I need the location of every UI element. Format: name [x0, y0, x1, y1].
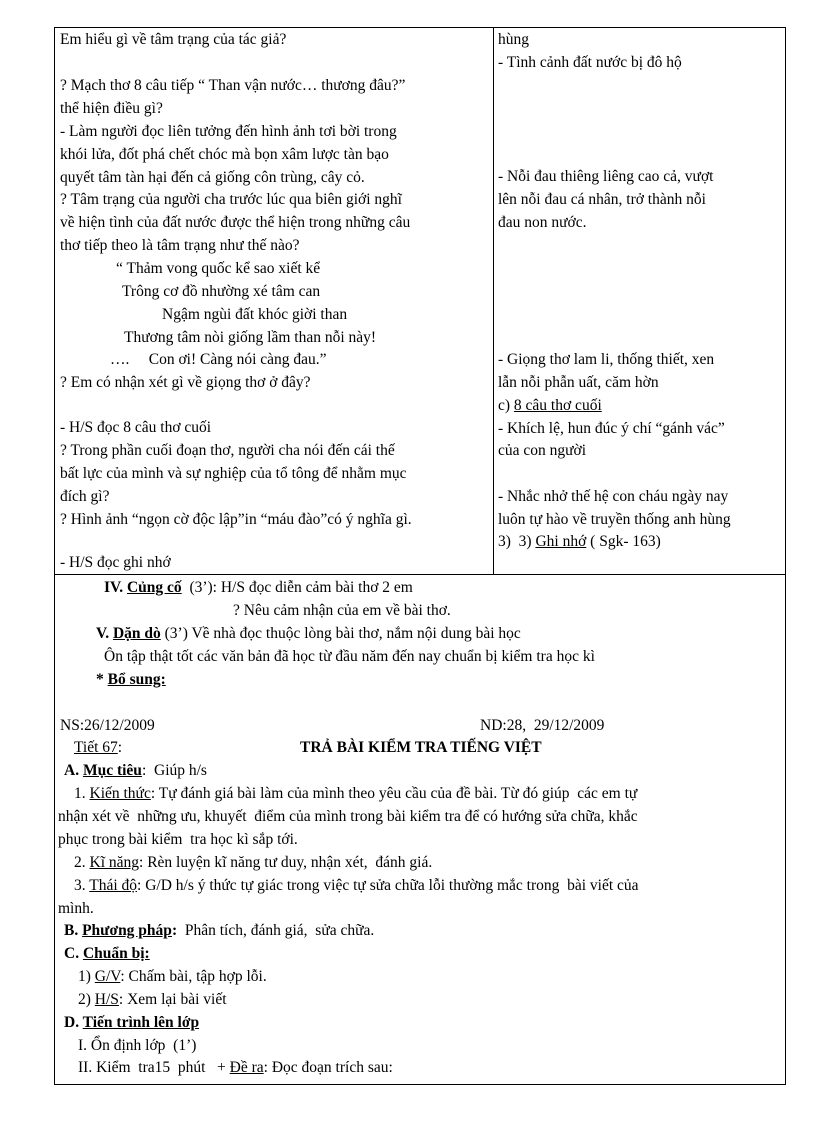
left-line: ? Tâm trạng của người cha trước lúc qua biên giới nghĩ: [60, 191, 402, 208]
right-line: lên nỗi đau cá nhân, trở thành nỗi: [498, 191, 706, 208]
objective-skill: 2. Kĩ năng: Rèn luyện kĩ năng tư duy, nhận xét, đánh giá.: [74, 854, 433, 871]
left-line: ? Mạch thơ 8 câu tiếp “ Than vận nước… thương đâu?”: [60, 77, 406, 94]
poem-line: Ngậm ngùi đất khóc giời than: [162, 306, 348, 323]
right-line: hùng: [498, 31, 529, 48]
left-line: - H/S đọc ghi nhớ: [60, 554, 171, 571]
section-iv: IV. Củng cố (3’): H/S đọc diễn cảm bài thơ 2 em: [104, 579, 413, 596]
section-iv-question: ? Nêu cảm nhận của em về bài thơ.: [233, 602, 451, 619]
left-line: đích gì?: [60, 488, 110, 505]
left-line: thể hiện điều gì?: [60, 100, 163, 117]
objective-attitude-line: mình.: [58, 900, 94, 917]
right-line: - Giọng thơ lam li, thống thiết, xen: [498, 351, 715, 368]
left-line: thơ tiếp theo là tâm trạng như thế nào?: [60, 237, 300, 254]
left-line: quyết tâm tàn hại đến cả giống côn trùng, cây cỏ.: [60, 169, 365, 186]
nd-date: ND:28, 29/12/2009: [480, 717, 605, 734]
poem-line: “ Thảm vong quốc kể sao xiết kể: [116, 260, 321, 277]
section-d: D. Tiến trình lên lớp: [64, 1014, 200, 1031]
prep-student: 2) H/S: Xem lại bài viết: [78, 991, 227, 1008]
right-line: luôn tự hào về truyền thống anh hùng: [498, 511, 731, 528]
section-v-line: Ôn tập thật tốt các văn bản đã học từ đầu năm đến nay chuẩn bị kiểm tra học kì: [104, 648, 595, 665]
poem-line: Trông cơ đồ nhường xé tâm can: [122, 283, 321, 300]
section-v: V. Dặn dò (3’) Về nhà đọc thuộc lòng bài thơ, nắm nội dung bài học: [96, 625, 521, 642]
lesson-title: TRẢ BÀI KIỂM TRA TIẾNG VIỆT: [300, 739, 542, 756]
right-subheading: 3) 3) Ghi nhớ ( Sgk- 163): [498, 533, 661, 550]
right-line: của con người: [498, 442, 587, 459]
section-c: C. Chuẩn bị:: [64, 945, 150, 962]
quiz-line: II. Kiểm tra15 phút + Đề ra: Đọc đoạn trích sau:: [78, 1059, 393, 1076]
class-order: I. Ổn định lớp (1’): [78, 1037, 197, 1054]
section-a: A. Mục tiêu: Giúp h/s: [64, 762, 207, 779]
left-line: ? Em có nhận xét gì về giọng thơ ở đây?: [60, 374, 311, 391]
left-line: ? Hình ảnh “ngọn cờ độc lập”in “máu đào”có ý nghĩa gì.: [60, 511, 412, 528]
left-line: - Làm người đọc liên tưởng đến hình ảnh tơi bời trong: [60, 123, 397, 140]
objective-knowledge-line: phục trong bài kiểm tra học kì sắp tới.: [58, 831, 298, 848]
right-line: - Nhắc nhở thế hệ con cháu ngày nay: [498, 488, 729, 505]
right-line: lẫn nỗi phẫn uất, căm hờn: [498, 374, 659, 391]
prep-teacher: 1) G/V: Chấm bài, tập hợp lỗi.: [78, 968, 267, 985]
objective-knowledge: 1. Kiến thức: Tự đánh giá bài làm của mình theo yêu cầu của đề bài. Từ đó giúp các em tự: [74, 785, 638, 802]
section-b: B. Phương pháp: Phân tích, đánh giá, sửa chữa.: [64, 922, 375, 939]
right-line: - Nỗi đau thiêng liêng cao cả, vượt: [498, 168, 714, 185]
poem-line: Thương tâm nòi giống lầm than nỗi này!: [124, 329, 377, 346]
left-line: ? Trong phần cuối đoạn thơ, người cha nói đến cái thế: [60, 442, 395, 459]
table-column-divider: [493, 27, 494, 575]
left-line: - H/S đọc 8 câu thơ cuối: [60, 419, 212, 436]
poem-line: …. Con ơi! Càng nói càng đau.”: [110, 351, 327, 368]
right-subheading: c) 8 câu thơ cuối: [498, 397, 602, 414]
left-line: về hiện tình của đất nước được thể hiện trong những câu: [60, 214, 411, 231]
lesson-number: Tiết 67:: [74, 739, 123, 756]
left-line: khói lửa, đốt phá chết chóc mà bọn xâm lược tàn bạo: [60, 146, 389, 163]
right-line: - Tình cảnh đất nước bị đô hộ: [498, 54, 682, 71]
supplement-heading: * Bổ sung:: [96, 671, 166, 688]
objective-attitude: 3. Thái độ: G/D h/s ý thức tự giác trong việc tự sửa chữa lỗi thường mắc trong bài viết của: [74, 877, 639, 894]
left-line: Em hiểu gì về tâm trạng của tác giả?: [60, 31, 287, 48]
ns-date: NS:26/12/2009: [60, 717, 155, 734]
objective-knowledge-line: nhận xét về những ưu, khuyết điểm của mình trong bài kiểm tra để có hướng sửa chữa, khắc: [58, 808, 638, 825]
right-line: - Khích lệ, hun đúc ý chí “gánh vác”: [498, 420, 725, 437]
right-line: đau non nước.: [498, 214, 587, 231]
left-line: bất lực của mình và sự nghiệp của tổ tông để nhằm mục: [60, 465, 407, 482]
